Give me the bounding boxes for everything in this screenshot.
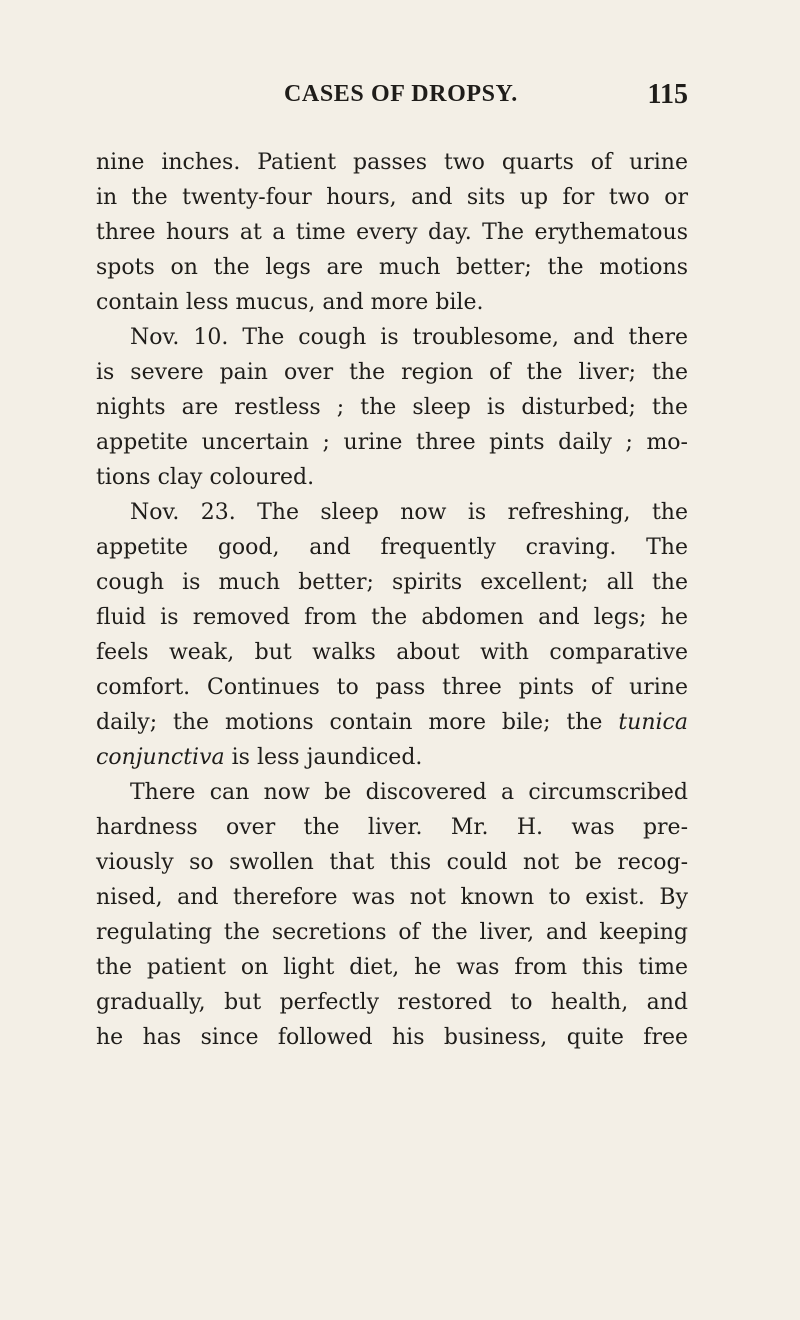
- text-line: nights are restless ; the sleep is disturbed; the: [96, 395, 688, 420]
- text-line: viously so swollen that this could not be recog-: [96, 850, 688, 875]
- italic-term: tunica: [618, 710, 688, 735]
- text-line: contain less mucus, and more bile.: [96, 290, 484, 315]
- text-line: regulating the secretions of the liver, and keeping: [96, 920, 688, 945]
- text-line: tions clay coloured.: [96, 465, 315, 490]
- text-line-part: daily; the motions contain more bile; the: [96, 710, 603, 735]
- text-line: in the twenty-four hours, and sits up for two or: [96, 185, 688, 210]
- text-line: nised, and therefore was not known to exist. By: [96, 885, 688, 910]
- text-line: [96, 740, 688, 775]
- text-line: gradually, but perfectly restored to health, and: [96, 990, 688, 1015]
- text-line: three hours at a time every day. The erythematous: [96, 220, 688, 245]
- text-line-part: is less jaundiced.: [231, 745, 423, 770]
- text-line: spots on the legs are much better; the motions: [96, 255, 688, 280]
- text-line: the patient on light diet, he was from this time: [96, 955, 688, 980]
- text-line: feels weak, but walks about with comparative: [96, 640, 688, 665]
- text-line: comfort. Continues to pass three pints of urine: [96, 675, 688, 700]
- text-line: Nov. 23. The sleep now is refreshing, the: [130, 500, 688, 525]
- text-line: is severe pain over the region of the liver; the: [96, 360, 688, 385]
- text-line: he has since followed his business, quite free: [96, 1025, 688, 1050]
- text-line: fluid is removed from the abdomen and legs; he: [96, 605, 688, 630]
- text-line: hardness over the liver. Mr. H. was pre-: [96, 815, 688, 840]
- text-line: appetite uncertain ; urine three pints daily ; mo-: [96, 430, 688, 455]
- text-line: [96, 705, 688, 740]
- body-text: [96, 145, 688, 1055]
- text-line: appetite good, and frequently craving. The: [96, 535, 688, 560]
- italic-term: conjunctiva: [96, 745, 225, 770]
- text-line: There can now be discovered a circumscribed: [130, 780, 688, 805]
- page-number: 115: [647, 79, 688, 110]
- text-line: cough is much better; spirits excellent; all the: [96, 570, 688, 595]
- running-head: [96, 81, 688, 113]
- text-line: nine inches. Patient passes two quarts of urine: [96, 150, 688, 175]
- text-line: Nov. 10. The cough is troublesome, and there: [130, 325, 688, 350]
- header-title: CASES OF DROPSY.: [284, 81, 518, 107]
